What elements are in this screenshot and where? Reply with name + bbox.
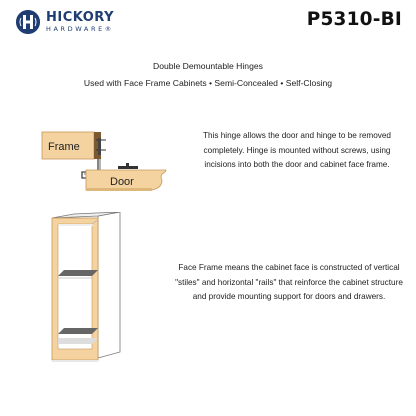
- hinge-bracket: [98, 138, 101, 155]
- frame-label: Frame: [48, 141, 80, 153]
- brand-subtitle: HARDWARE®: [46, 25, 114, 34]
- cabinet-side: [98, 212, 120, 358]
- door-label: Door: [110, 176, 134, 188]
- hinge-diagram: [38, 128, 178, 198]
- product-sku: P5310-BI: [306, 9, 402, 30]
- hinge-description: This hinge allows the door and hinge to be removed completely. Hinge is mounted without screws, using incisions into both the door and cabinet face frame.: [203, 131, 391, 169]
- toe-kick: [52, 360, 98, 362]
- cabinet-shelf-1: [58, 270, 98, 276]
- brand-logo: [16, 10, 114, 34]
- face-frame-description: Face Frame means the cabinet face is constructed of vertical "stiles" and horizontal "rails" that reinforce the cabinet structure and provide mounting support for doors and drawers.: [175, 263, 403, 301]
- intro-features: Used with Face Frame Cabinets • Semi-Concealed • Self-Closing: [83, 78, 333, 88]
- cabinet-illustration: [44, 212, 154, 364]
- brand-name: HICKORY: [46, 10, 115, 26]
- hickory-logo-icon: [16, 10, 40, 34]
- intro-text: [0, 61, 416, 88]
- intro-title: Double Demountable Hinges: [153, 61, 263, 71]
- cabinet-shelf-2: [58, 328, 98, 334]
